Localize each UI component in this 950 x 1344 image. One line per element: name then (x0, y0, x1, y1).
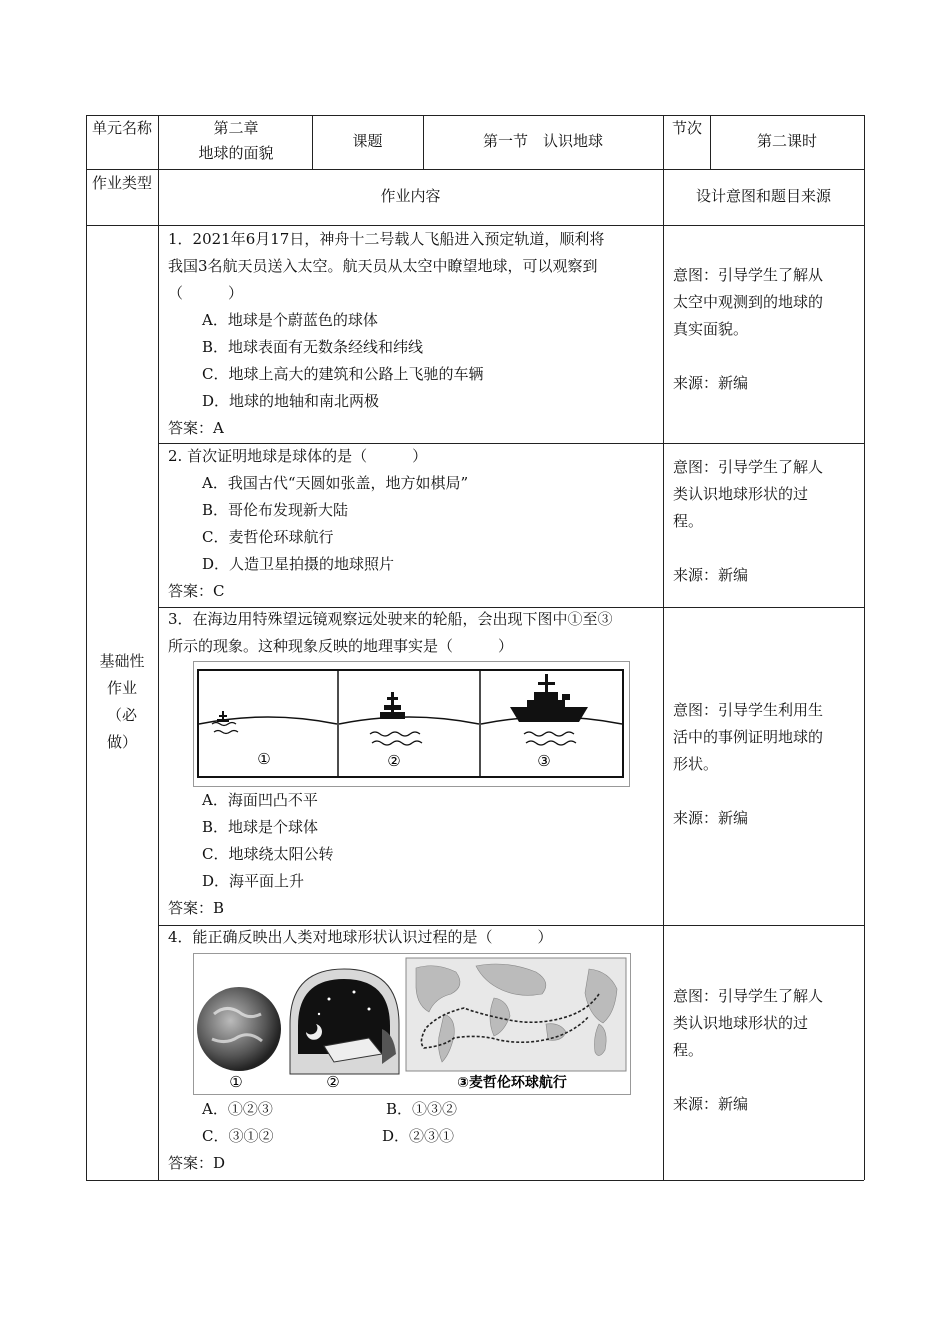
question-4-answer: 答案：D (168, 1154, 226, 1172)
question-4-option-a: A．①②③ (202, 1100, 273, 1118)
question-3-option-c: C．地球绕太阳公转 (202, 845, 334, 863)
question-1-stem-line: （ ） (168, 284, 244, 302)
question-4-intent: 意图：引导学生了解人 类认识地球形状的过 程。 来源：新编 (673, 983, 863, 1118)
question-3 (168, 606, 663, 660)
ship-horizon-illustration (194, 662, 629, 786)
question-4 (168, 924, 663, 951)
design-intent-label: 设计意图和题目来源 (695, 187, 831, 205)
question-2-option-d: D．人造卫星拍摄的地球照片 (202, 555, 395, 573)
question-3-stem-line: 3．在海边用特殊望远镜观察远处驶来的轮船，会出现下图中①至③ (168, 610, 613, 628)
question-3-option-b: B．地球是个球体 (202, 818, 319, 836)
homework-type-label: 作业类型 (91, 174, 152, 192)
question-4-option-b: B．①③② (386, 1100, 458, 1118)
unit-name-value: 第二章 地球的面貌 (198, 119, 274, 162)
question-2-source: 来源：新编 (673, 566, 749, 584)
question-3-stem-line: 所示的现象。这种现象反映的地理事实是（ ） (168, 637, 514, 655)
figure-label-1: ① (257, 750, 271, 768)
question-2-answer: 答案：C (168, 582, 225, 600)
question-2-option-a: A．我国古代“天圆如张盖，地方如棋局” (202, 474, 469, 492)
homework-category: 基础性 作业 （必 做） (99, 652, 145, 751)
question-3-answer: 答案：B (168, 899, 225, 917)
figure-label-2: ② (387, 752, 401, 770)
question-1-source: 来源：新编 (673, 374, 749, 392)
section-value: 第二课时 (756, 132, 817, 150)
topic-value: 第一节 认识地球 (482, 132, 603, 150)
question-1-intent: 意图：引导学生了解从 太空中观测到的地球的 真实面貌。 来源：新编 (673, 262, 863, 397)
question-4-option-d: D．②③① (382, 1127, 455, 1145)
figure-label-3: ③ (537, 752, 551, 770)
question-1 (168, 226, 663, 442)
question-1-option-b: B．地球表面有无数条经线和纬线 (202, 338, 424, 356)
earth-cognition-figure (193, 953, 631, 1095)
figure-label-2: ② (326, 1073, 340, 1091)
question-3-option-d: D．海平面上升 (202, 872, 305, 890)
question-3-intent: 意图：引导学生利用生 活中的事例证明地球的 形状。 来源：新编 (673, 697, 863, 832)
question-3-source: 来源：新编 (673, 809, 749, 827)
figure-label-1: ① (229, 1073, 243, 1091)
question-2 (168, 443, 663, 605)
earth-cognition-illustration (194, 954, 630, 1094)
question-4-source: 来源：新编 (673, 1095, 749, 1113)
figure-label-3: ③麦哲伦环球航行 (457, 1075, 567, 1091)
question-4-options (168, 1096, 663, 1177)
question-3-option-a: A．海面凹凸不平 (202, 791, 318, 809)
question-3-options (168, 787, 663, 922)
question-4-stem-line: 4．能正确反映出人类对地球形状认识过程的是（ ） (168, 928, 553, 946)
question-2-option-c: C．麦哲伦环球航行 (202, 528, 334, 546)
question-1-option-a: A．地球是个蔚蓝色的球体 (202, 311, 378, 329)
question-4-option-c: C．③①② (202, 1127, 274, 1145)
question-2-intent: 意图：引导学生了解人 类认识地球形状的过 程。 来源：新编 (673, 454, 863, 589)
question-1-stem-line: 我国3名航天员送入太空。航天员从太空中瞭望地球，可以观察到 (168, 257, 598, 275)
question-1-answer: 答案：A (168, 419, 224, 437)
ship-horizon-figure (193, 661, 630, 787)
question-1-stem-line: 1．2021年6月17日，神舟十二号载人飞船进入预定轨道，顺利将 (168, 230, 605, 248)
question-2-option-b: B．哥伦布发现新大陆 (202, 501, 349, 519)
unit-name-label: 单元名称 (91, 119, 152, 137)
section-label: 节次 (671, 119, 702, 137)
question-2-stem-line: 2. 首次证明地球是球体的是（ ） (168, 447, 428, 465)
question-1-option-d: D．地球的地轴和南北两极 (202, 392, 380, 410)
homework-content-label: 作业内容 (380, 187, 441, 205)
question-1-option-c: C．地球上高大的建筑和公路上飞驰的车辆 (202, 365, 484, 383)
topic-label: 课题 (352, 132, 383, 150)
